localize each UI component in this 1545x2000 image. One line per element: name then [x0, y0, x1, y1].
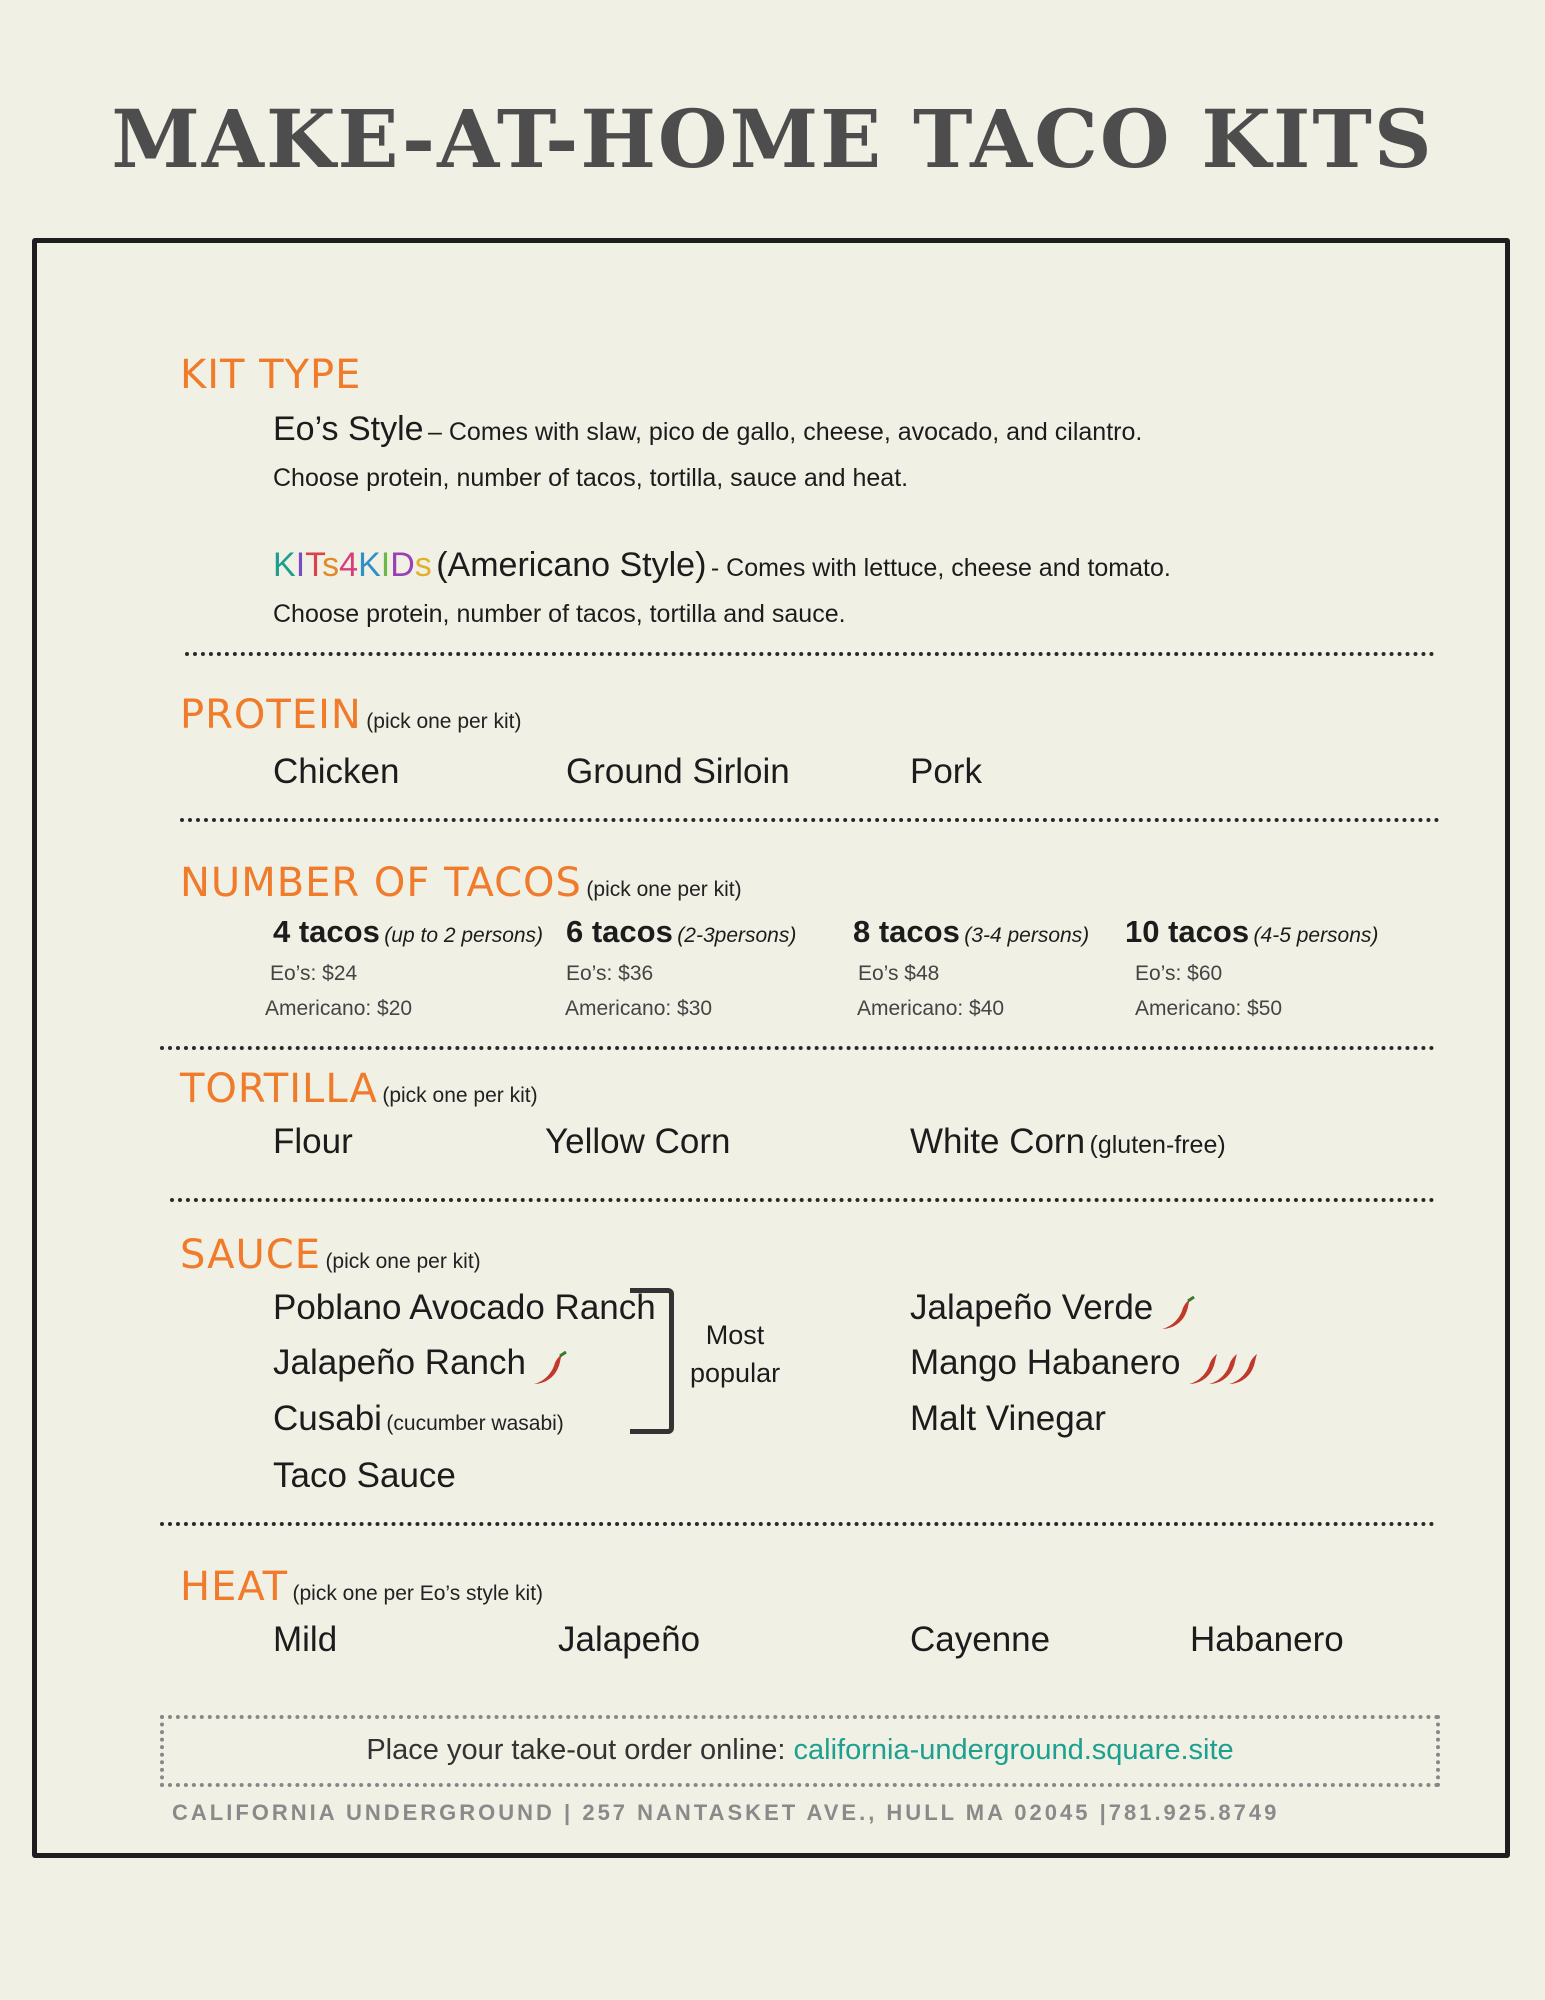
tortilla-option: Yellow Corn: [545, 1122, 731, 1161]
order-link[interactable]: california-underground.square.site: [793, 1734, 1234, 1766]
heat-option: Jalapeño: [558, 1620, 701, 1659]
taco-persons: (2-3persons): [677, 924, 797, 947]
order-online-text: [164, 1734, 1436, 1767]
kids-style-desc: - Comes with lettuce, cheese and tomato.: [710, 554, 1171, 582]
divider: [160, 1046, 1435, 1050]
divider: [160, 1522, 1435, 1526]
heat-heading-row: [180, 1564, 543, 1610]
triple-chili-pepper-icon: [1185, 1350, 1265, 1390]
taco-option: [853, 914, 1089, 950]
tacos-hint: (pick one per kit): [586, 878, 742, 901]
taco-count: 8 tacos: [853, 914, 960, 949]
taco-americano-price: Americano: $30: [565, 997, 713, 1020]
tortilla-option: White Corn: [910, 1122, 1086, 1161]
protein-option: Chicken: [273, 752, 400, 791]
eos-style-choose: Choose protein, number of tacos, tortilla, sauce and heat.: [273, 464, 909, 492]
protein-option: Ground Sirloin: [566, 752, 790, 791]
tortilla-hint: (pick one per kit): [382, 1084, 538, 1107]
protein-hint: (pick one per kit): [366, 710, 522, 733]
taco-option: [1125, 914, 1378, 950]
taco-persons: (4-5 persons): [1253, 924, 1379, 947]
protein-heading: PROTEIN: [180, 692, 362, 738]
eos-style-desc: – Comes with slaw, pico de gallo, cheese, avocado, and cilantro.: [428, 418, 1143, 446]
taco-americano-price: Americano: $20: [265, 997, 413, 1020]
page-title: MAKE-AT-HOME TACO KITS: [111, 92, 1434, 186]
most-popular-line: popular: [690, 1358, 781, 1388]
heat-hint: (pick one per Eo’s style kit): [292, 1582, 544, 1605]
taco-persons: (up to 2 persons): [384, 924, 544, 947]
sauce-option: Poblano Avocado Ranch: [273, 1288, 656, 1327]
sauce-heading-row: [180, 1232, 481, 1278]
taco-count: 6 tacos: [566, 914, 673, 949]
heat-option: Mild: [273, 1620, 338, 1659]
tortilla-option-white: [910, 1122, 1226, 1162]
sauce-option: Malt Vinegar: [910, 1399, 1106, 1438]
taco-eos-price: Eo’s: $24: [270, 962, 358, 985]
chili-pepper-icon: [1158, 1295, 1198, 1335]
divider: [185, 652, 1435, 656]
kids-style-choose: Choose protein, number of tacos, tortilla and sauce.: [273, 600, 846, 628]
footer-address: CALIFORNIA UNDERGROUND | 257 NANTASKET AVE., HULL MA 02045 |781.925.8749: [172, 1800, 1280, 1825]
taco-eos-price: Eo’s $48: [858, 962, 940, 985]
chili-pepper-icon: [530, 1350, 570, 1390]
taco-eos-price: Eo’s: $36: [566, 962, 654, 985]
taco-option: [566, 914, 796, 950]
protein-heading-row: [180, 692, 522, 738]
taco-eos-price: Eo’s: $60: [1135, 962, 1223, 985]
divider: [170, 1198, 1435, 1202]
sauce-option-row: [910, 1343, 1265, 1390]
sauce-option: Mango Habanero: [910, 1343, 1181, 1382]
sauce-option: Jalapeño Ranch: [273, 1343, 526, 1382]
kit-type-heading: KIT TYPE: [180, 352, 362, 398]
order-online-box: [160, 1715, 1440, 1787]
tacos-heading: NUMBER OF TACOS: [180, 860, 582, 906]
sauce-option: Taco Sauce: [273, 1456, 456, 1495]
tortilla-option: Flour: [273, 1122, 353, 1161]
heat-heading: HEAT: [180, 1564, 289, 1610]
taco-count: 4 tacos: [273, 914, 380, 949]
sauce-option-row: [273, 1343, 570, 1390]
taco-americano-price: Americano: $40: [857, 997, 1005, 1020]
most-popular-bracket: [630, 1288, 674, 1434]
sauce-heading: SAUCE: [180, 1232, 321, 1278]
kids-style-label: (Americano Style): [436, 546, 707, 584]
kids-kit-line: [273, 546, 1171, 585]
most-popular-label: [690, 1316, 780, 1392]
taco-persons: (3-4 persons): [964, 924, 1090, 947]
taco-count: 10 tacos: [1125, 914, 1250, 949]
protein-option: Pork: [910, 752, 982, 791]
heat-option: Habanero: [1190, 1620, 1344, 1659]
taco-americano-price: Americano: $50: [1135, 997, 1283, 1020]
sauce-hint: (pick one per kit): [325, 1250, 481, 1273]
most-popular-line: Most: [705, 1320, 765, 1350]
divider: [180, 818, 1440, 822]
sauce-option-row: [273, 1399, 564, 1439]
sauce-option: Jalapeño Verde: [910, 1288, 1154, 1327]
tacos-heading-row: [180, 860, 742, 906]
heat-option: Cayenne: [910, 1620, 1051, 1659]
tortilla-heading-row: [180, 1066, 538, 1112]
taco-option: [273, 914, 543, 950]
eos-style-name: Eo’s Style: [273, 410, 424, 448]
sauce-option-row: [910, 1288, 1198, 1335]
cusabi-note: (cucumber wasabi): [386, 1412, 564, 1435]
tortilla-heading: TORTILLA: [180, 1066, 378, 1112]
eos-style-line: [273, 410, 1142, 449]
gluten-free-note: (gluten-free): [1089, 1131, 1226, 1159]
kits4kids-logo: KITs4KIDs: [273, 546, 432, 584]
sauce-option: Cusabi: [273, 1399, 382, 1438]
order-prefix: Place your take-out order online:: [366, 1734, 786, 1766]
